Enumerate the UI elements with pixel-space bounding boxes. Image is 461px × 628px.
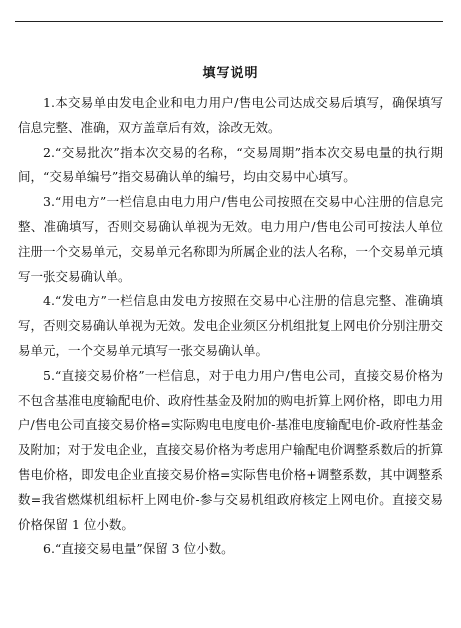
instructions-body [18,91,443,562]
instruction-paragraph-5: 5.“直接交易价格”一栏信息，对于电力用户/售电公司，直接交易价格为不包含基准电度输配电价、政府性基金及附加的购电折算上网价格，即电力用户/售电公司直接交易价格=实际购电电度电价-基准电度输配电价-政府性基金及附加；对于发电企业，直接交易价格为考虑用户输配电价调整系数后的折算售电价格，即发电企业直接交易价格=实际售电价格+调整系数，其中调整系数=我省燃煤机组标杆上网电价-参与交易机组政府核定上网电价。直接交易价格保留 1 位小数。 [18,367,444,532]
instruction-paragraph-1: 1.本交易单由发电企业和电力用户/售电公司达成交易后填写，确保填写信息完整、准确，双方盖章后有效，涂改无效。 [18,95,443,135]
instruction-paragraph-3: 3.“用电方”一栏信息由电力用户/售电公司按照在交易中心注册的信息完整、准确填写，否则交易确认单视为无效。电力用户/售电公司可按法人单位注册一个交易单元，交易单元名称即为所属企业的法人名称，一个交易单元填写一张交易确认单。 [18,194,444,284]
instruction-paragraph-4: 4.“发电方”一栏信息由发电方按照在交易中心注册的信息完整、准确填写，否则交易确认单视为无效。发电企业须区分机组批复上网电价分别注册交易单元，一个交易单元填写一张交易确认单。 [18,293,444,358]
instruction-paragraph-2: 2.“交易批次”指本次交易的名称，“交易周期”指本次交易电量的执行期间，“交易单编号”指交易确认单的编号，均由交易中心填写。 [18,144,443,185]
instruction-paragraph-6: 6.“直接交易电量”保留 3 位小数。 [43,541,234,557]
page-title: 填写说明 [202,66,259,81]
top-divider [15,21,443,22]
